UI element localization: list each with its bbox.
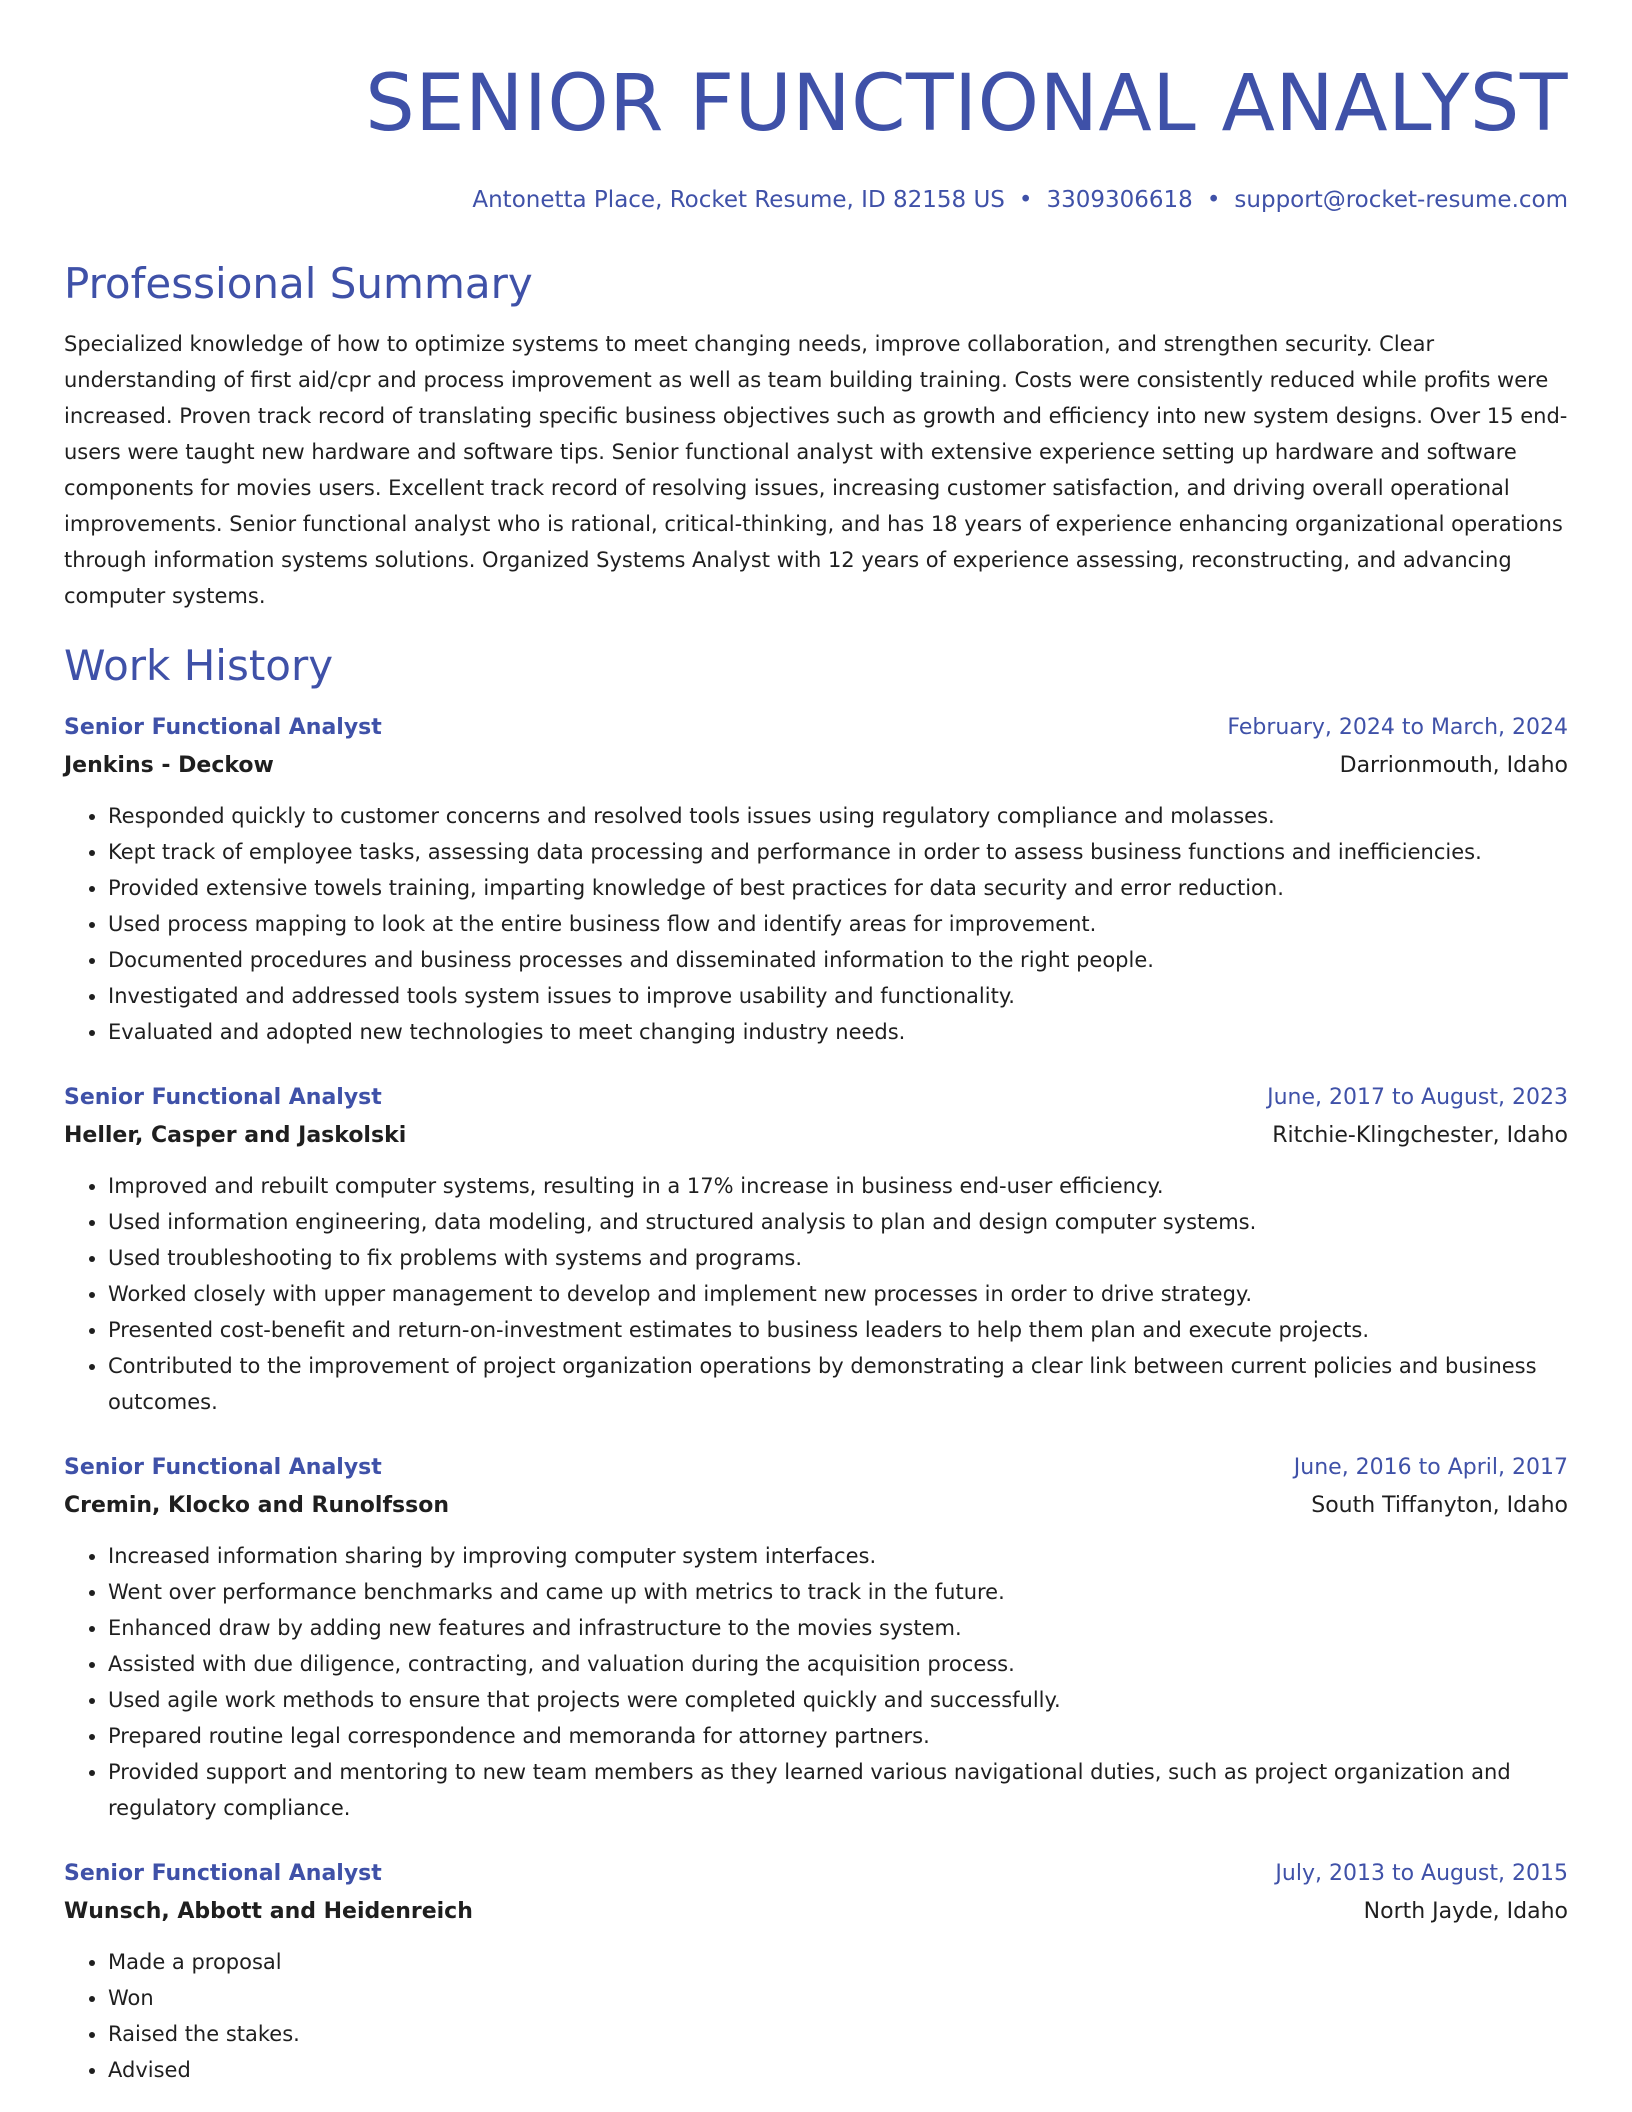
summary-text: Specialized knowledge of how to optimize systems to meet changing needs, improve collaboration, and strengthen security. Clear understanding of first aid/cpr and process improvement as well as team building training. Costs were consistently reduced while profits were increased. Proven track record of translating specific business objectives such as growth and efficiency into new system designs. Over 15 end-users were taught new hardware and software tips. Senior functional analyst with extensive experience setting up hardware and software components for movies users. Excellent track record of resolving issues, increasing customer satisfaction, and driving overall operational improvements. Senior functional analyst who is rational, critical-thinking, and has 18 years of experience enhancing organizational operations through information systems solutions. Organized Systems Analyst with 12 years of experience assessing, reconstructing, and advancing computer systems. <box>64 332 1568 608</box>
list-item: • Advised <box>108 2052 1568 2088</box>
job-title: Senior Functional Analyst <box>64 715 382 740</box>
job-bullets <box>64 1168 1568 1420</box>
list-item: • Responded quickly to customer concerns and resolved tools issues using regulatory compliance and molasses. <box>108 798 1568 834</box>
job-title: Senior Functional Analyst <box>64 1455 382 1480</box>
list-item: • Provided support and mentoring to new team members as they learned various navigational duties, such as project organization and regulatory compliance. <box>108 1754 1568 1826</box>
list-item: • Won <box>108 1980 1568 2016</box>
job-company: Jenkins - Deckow <box>64 753 274 778</box>
job-entry <box>64 1450 1568 1826</box>
resume-name: SENIOR FUNCTIONAL ANALYST <box>365 59 1568 149</box>
list-item: • Assisted with due diligence, contracting, and valuation during the acquisition process. <box>108 1646 1568 1682</box>
job-location: North Jayde, Idaho <box>1363 1899 1568 1924</box>
job-dates: June, 2017 to August, 2023 <box>1267 1085 1568 1110</box>
contact-address: Antonetta Place, Rocket Resume, ID 82158 US <box>472 187 1005 213</box>
list-item: • Used process mapping to look at the entire business flow and identify areas for improvement. <box>108 906 1568 942</box>
job-entry <box>64 1856 1568 2088</box>
section-title-summary: Professional Summary <box>64 259 533 308</box>
contact-separator: • <box>1206 187 1221 213</box>
job-location: Darrionmouth, Idaho <box>1339 753 1568 778</box>
contact-phone: 3309306618 <box>1046 187 1193 213</box>
job-bullets <box>64 1944 1568 2088</box>
list-item: • Used troubleshooting to fix problems with systems and programs. <box>108 1240 1568 1276</box>
list-item: • Provided extensive towels training, imparting knowledge of best practices for data security and error reduction. <box>108 870 1568 906</box>
job-dates: June, 2016 to April, 2017 <box>1293 1455 1568 1480</box>
resume-header <box>64 56 1568 216</box>
contact-email: support@rocket-resume.com <box>1234 187 1568 213</box>
list-item: • Improved and rebuilt computer systems, resulting in a 17% increase in business end-user efficiency. <box>108 1168 1568 1204</box>
list-item: • Enhanced draw by adding new features and infrastructure to the movies system. <box>108 1610 1568 1646</box>
list-item: • Went over performance benchmarks and came up with metrics to track in the future. <box>108 1574 1568 1610</box>
list-item: • Investigated and addressed tools system issues to improve usability and functionality. <box>108 978 1568 1014</box>
resume-page <box>64 0 1568 2088</box>
job-company: Wunsch, Abbott and Heidenreich <box>64 1899 473 1924</box>
job-company: Cremin, Klocko and Runolfsson <box>64 1493 449 1518</box>
list-item: • Used information engineering, data modeling, and structured analysis to plan and design computer systems. <box>108 1204 1568 1240</box>
list-item: • Increased information sharing by improving computer system interfaces. <box>108 1538 1568 1574</box>
job-location: Ritchie-Klingchester, Idaho <box>1272 1123 1568 1148</box>
list-item: • Made a proposal <box>108 1944 1568 1980</box>
list-item: • Evaluated and adopted new technologies to meet changing industry needs. <box>108 1014 1568 1050</box>
job-bullets <box>64 798 1568 1050</box>
job-dates: February, 2024 to March, 2024 <box>1227 715 1568 740</box>
section-title-work-history: Work History <box>64 641 334 690</box>
list-item: • Kept track of employee tasks, assessing data processing and performance in order to assess business functions and inefficiencies. <box>108 834 1568 870</box>
list-item: • Prepared routine legal correspondence and memoranda for attorney partners. <box>108 1718 1568 1754</box>
list-item: • Worked closely with upper management to develop and implement new processes in order to drive strategy. <box>108 1276 1568 1312</box>
job-title: Senior Functional Analyst <box>64 1861 382 1886</box>
list-item: • Contributed to the improvement of project organization operations by demonstrating a clear link between current policies and business outcomes. <box>108 1348 1568 1420</box>
list-item: • Presented cost-benefit and return-on-investment estimates to business leaders to help them plan and execute projects. <box>108 1312 1568 1348</box>
list-item: • Raised the stakes. <box>108 2016 1568 2052</box>
job-bullets <box>64 1538 1568 1826</box>
work-history-section <box>64 640 1568 2088</box>
job-title: Senior Functional Analyst <box>64 1085 382 1110</box>
job-company: Heller, Casper and Jaskolski <box>64 1123 407 1148</box>
list-item: • Documented procedures and business processes and disseminated information to the right people. <box>108 942 1568 978</box>
list-item: • Used agile work methods to ensure that projects were completed quickly and successfully. <box>108 1682 1568 1718</box>
job-entry <box>64 710 1568 1050</box>
job-entry <box>64 1080 1568 1420</box>
job-dates: July, 2013 to August, 2015 <box>1275 1861 1568 1886</box>
professional-summary-section <box>64 258 1568 614</box>
contact-separator: • <box>1018 187 1033 213</box>
contact-line <box>64 184 1568 216</box>
job-location: South Tiffanyton, Idaho <box>1311 1493 1568 1518</box>
